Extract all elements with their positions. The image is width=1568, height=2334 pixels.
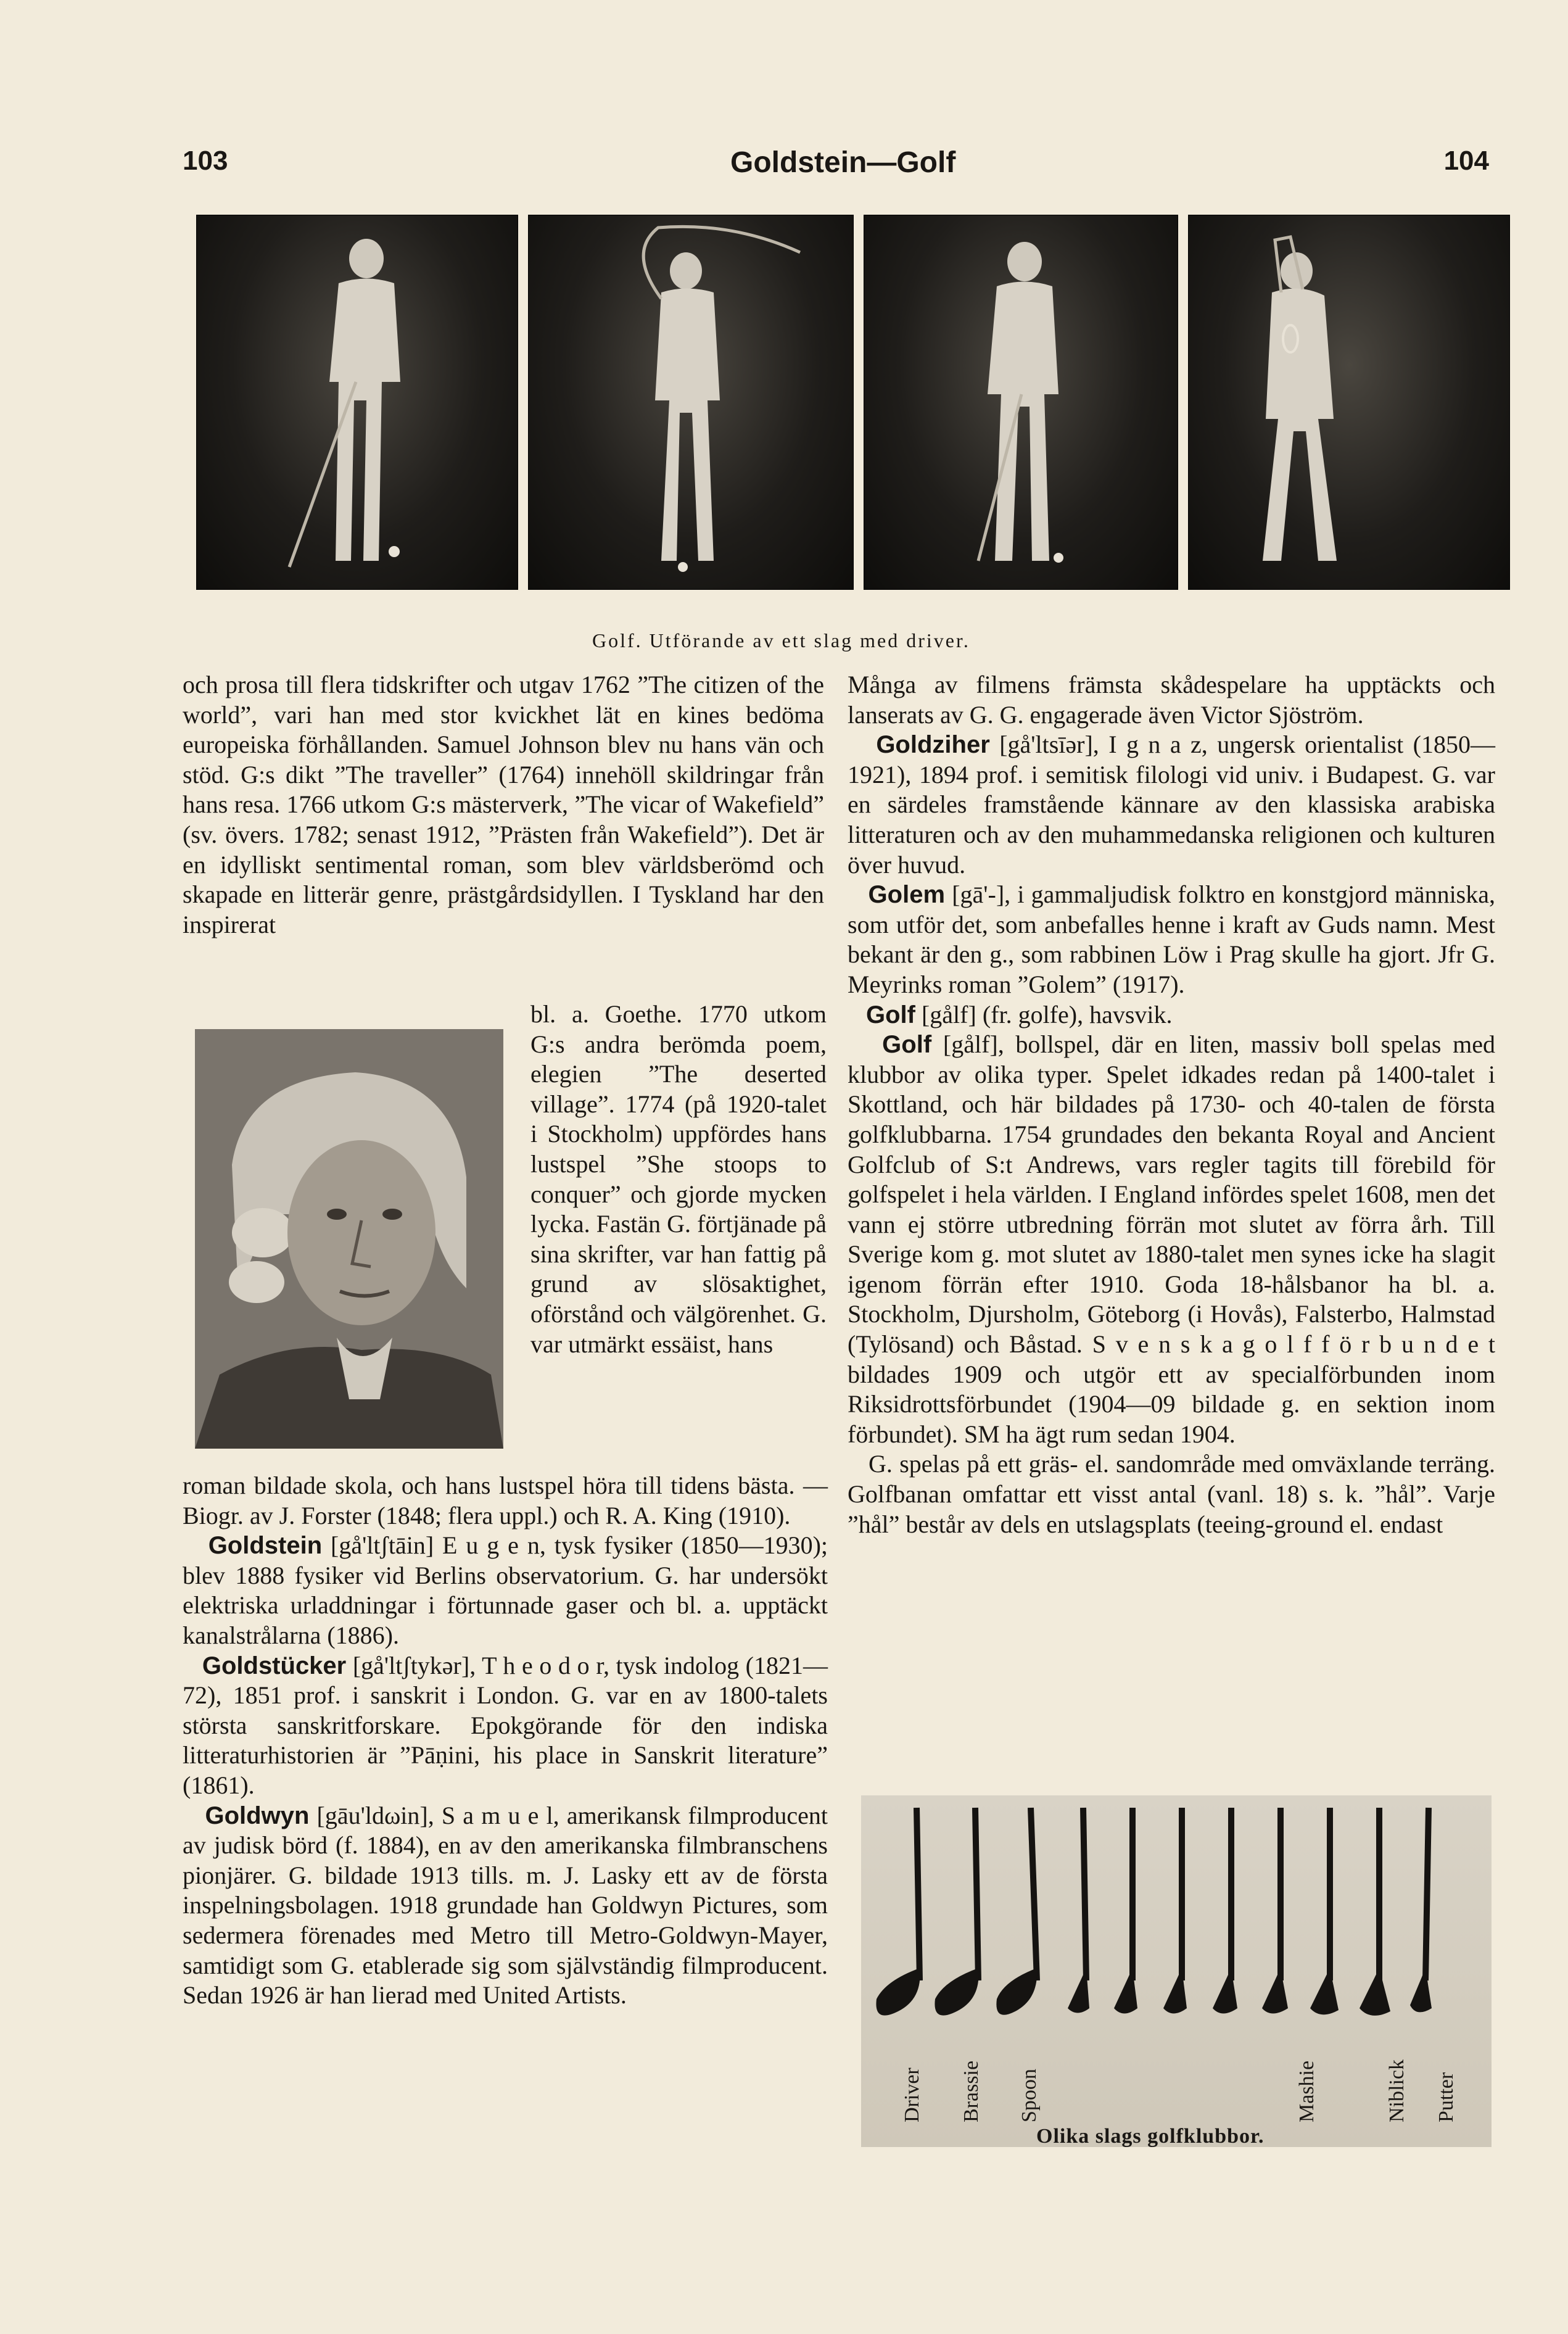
entry-golf-bay	[848, 1000, 1495, 1030]
goldwyn-continuation: Många av filmens främsta skådespelare ha upptäckts och lanserats av G. G. engagerade även Victor Sjöström.	[848, 671, 1495, 729]
goldsmith-portrait	[195, 1029, 503, 1449]
club-label-driver: Driver	[901, 2067, 923, 2122]
club-label-spoon: Spoon	[1018, 2069, 1041, 2122]
entry-goldziher-head: Goldziher	[876, 731, 990, 759]
golf-swing-photo-3	[864, 215, 1178, 590]
entry-goldziher-body: [gå'ltsīər], I g n a z, ungersk orientalist (1850—1921), 1894 prof. i semitisk filologi vid univ. i Budapest. G. var en särdeles framstående kännare av den klassiska arabiska litteraturen och av den muhammedanska religionen och kulturen över huvud.	[848, 730, 1495, 879]
club-label-niblick: Niblick	[1385, 2059, 1408, 2122]
entry-goldwyn-head: Goldwyn	[205, 1802, 310, 1829]
entry-goldstein-body: [gå'ltʃtāin] E u g e n, tysk fysiker (1850—1930); blev 1888 fysiker vid Berlins observatorium. G. har undersökt elektriska urladdningar i förtunnade gaser och bl. a. upptäckt kanalstrålarna (1886).	[183, 1531, 828, 1649]
goldsmith-continuation: och prosa till flera tidskrifter och utgav 1762 ”The citizen of the world”, vari han med stor kvickhet lät en kines bedöma europeiska förhållanden. Samuel Johnson blev nu hans vän och stöd. G:s dikt ”The traveller” (1764) innehöll skildringar från hans resa. 1766 utkom G:s mästerverk, ”The vicar of Wakefield” (sv. övers. 1782; senast 1912, ”Prästen från Wakefield”). Det är en idylliskt sentimental roman, som blev världsberömd och skapade en litterär genre, prästgårdsidyllen. I Tyskland har den inspirerat	[183, 671, 824, 938]
entry-goldstucker	[183, 1651, 828, 1801]
entry-golf-game	[848, 1030, 1495, 1449]
golf-photo-caption: Golf. Utförande av ett slag med driver.	[592, 629, 970, 652]
goldsmith-end: roman bildade skola, och hans lustspel höra till tidens bästa. — Biogr. av J. Forster (1848; flera uppl.) och R. A. King (1910).	[183, 1471, 828, 1529]
left-column-narrow	[530, 999, 827, 1359]
clubs-caption: Olika slags golfklubbor.	[1036, 2125, 1265, 2148]
club-label-brassie: Brassie	[960, 2060, 983, 2122]
entry-goldstein	[183, 1531, 828, 1650]
entry-golf-bay-body: [gålf] (fr. golfe), havsvik.	[915, 1000, 1173, 1028]
entry-goldstein-head: Goldstein	[208, 1532, 323, 1560]
entry-golf-game-head: Golf	[882, 1031, 932, 1059]
entry-golem	[848, 880, 1495, 999]
left-column-top	[183, 670, 824, 940]
entry-goldziher	[848, 730, 1495, 880]
entry-golem-head: Golem	[868, 881, 946, 909]
club-label-mashie: Mashie	[1295, 2060, 1318, 2122]
club-label-putter: Putter	[1435, 2072, 1458, 2122]
entry-goldstucker-body: [gå'ltʃtykər], T h e o d o r, tysk indolog (1821—72), 1851 prof. i sanskrit i London. G. var en av 1800-talets största sanskritforskare. Epokgörande för den indiska litteraturhistorien är ”Pāṇini, his place in Sanskrit literature” (1861).	[183, 1651, 828, 1799]
golf-swing-photo-4	[1188, 215, 1510, 590]
entry-golf-bay-head: Golf	[866, 1001, 915, 1028]
left-page-number: 103	[183, 146, 228, 176]
running-head: Goldstein—Golf	[730, 146, 956, 179]
left-column-bottom	[183, 1471, 828, 2011]
entry-golf-game-cont	[848, 1449, 1495, 1539]
goldsmith-narrow-text: bl. a. Goethe. 1770 utkom G:s andra berömda poem, elegien ”The deserted village”. 1774 (på 1920-talet i Stockholm) uppfördes hans lustspel ”She stoops to conquer” och gjorde mycken lycka. Fastän G. förtjänade på sina skrifter, var han fattig på grund av slösaktighet, oförstånd och välgörenhet. G. var utmärkt essäist, hans	[530, 1000, 827, 1358]
right-column	[848, 670, 1495, 1539]
entry-golf-game-body: [gålf], bollspel, där en liten, massiv boll spelas med klubbor av olika typer. Spelet idkades redan på 1400-talet i Skottland, och här bildades på 1730- och 40-talen de första golfklubbarna. 1754 grundades den bekanta Royal and Ancient Golfclub of S:t Andrews, vars regler tagits till förebild för golfspelet i hela världen. I England infördes spelet 1608, men det vann ej större utbredning förrän mot slutet av förra årh. Till Sverige kom g. mot slutet av 1880-talet men synes icke ha slagit igenom förrän efter 1910. Goda 18-hålsbanor ha bl. a. Stockholm, Djursholm, Göteborg (i Hovås), Falsterbo, Halmstad (Tylösand) och Båstad. S v e n s k a g o l f f ö r b u n d e t bildades 1909 och utgör ett av specialförbunden inom Riksidrottsförbundet (1904—09 bildade g. en sektion inom förbundet). SM ha ägt rum sedan 1904.	[848, 1030, 1496, 1448]
golf-swing-photo-1	[196, 215, 518, 590]
entry-goldwyn	[183, 1801, 828, 2011]
entry-golem-body: [gā'-], i gammaljudisk folktro en konstgjord människa, som utför det, som anbefalles henne i kraft av Guds namn. Mest bekant är den g., som rabbinen Löw i Prag skulle ha gjort. Jfr G. Meyrinks roman ”Golem” (1917).	[848, 880, 1495, 998]
entry-goldwyn-body: [gāu'ldωin], S a m u e l, amerikansk filmproducent av judisk börd (f. 1884), en av den amerikanska filmbranschens pionjärer. G. bildade 1913 tills. m. J. Lasky ett av de första inspelningsbolagen. 1918 grundade han Goldwyn Pictures, som sedermera förenades med Metro till Metro-Goldwyn-Mayer, samtidigt som G. etablerade sig som självständig filmproducent. Sedan 1926 är han lierad med United Artists.	[183, 1801, 828, 2009]
entry-goldstucker-head: Goldstücker	[202, 1652, 347, 1679]
entry-golf-game-cont-body: G. spelas på ett gräs- el. sandområde med omväxlande terräng. Golfbanan omfattar ett visst antal (vanl. 18) s. k. ”hål”. Varje ”hål” består av dels en utslagsplats (teeing-ground el. endast	[848, 1450, 1495, 1538]
golf-swing-photo-2	[528, 215, 854, 590]
right-page-number: 104	[1443, 146, 1489, 176]
